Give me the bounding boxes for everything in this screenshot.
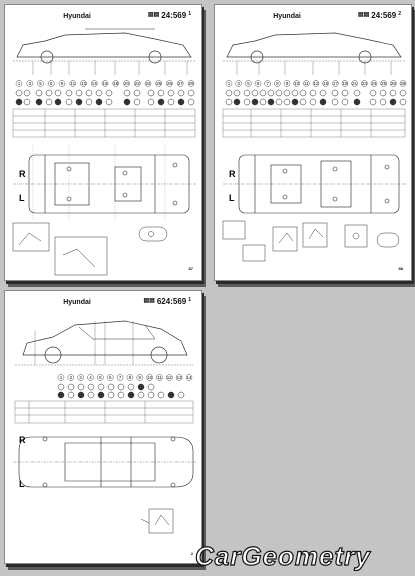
- upper-body-diagram: [5, 291, 201, 563]
- point-number: 7: [118, 375, 122, 380]
- model-code-value: 24:569: [371, 11, 397, 20]
- point-number: 13: [80, 81, 87, 86]
- point-number: 18: [113, 81, 119, 86]
- point-number-row: [226, 81, 406, 87]
- point-number: 28: [400, 81, 406, 86]
- right-side-label: R: [19, 169, 26, 179]
- point-number: 17: [332, 81, 338, 86]
- cargeometry-logo: [190, 541, 407, 571]
- point-number: 3: [237, 81, 240, 86]
- dimension-table: [13, 109, 195, 137]
- point-number: 23: [361, 81, 367, 86]
- point-number: 14: [91, 81, 97, 86]
- brand-label: Hyundai: [63, 13, 91, 20]
- point-number: 13: [176, 375, 182, 380]
- upper-body-sheet: [4, 290, 202, 564]
- point-number: 8: [128, 375, 132, 380]
- point-number: 9: [60, 81, 64, 86]
- point-number: 12: [166, 375, 172, 380]
- point-number: 20: [123, 81, 130, 86]
- point-number: 24: [371, 81, 377, 86]
- point-number-row: [16, 81, 194, 87]
- point-number: 19: [342, 81, 348, 86]
- detail-views: [13, 223, 167, 275]
- car-icon: ▤▤: [143, 298, 155, 304]
- point-number: 2: [69, 375, 73, 380]
- point-number: 1: [59, 375, 63, 380]
- model-code-sheet-number: 2: [398, 11, 401, 17]
- point-number: 1: [227, 81, 231, 86]
- model-code-sheet-number: 1: [188, 297, 191, 303]
- car-icon: ▤▤: [147, 12, 160, 18]
- point-number: 14: [186, 375, 192, 380]
- underbody-sheet-2: [214, 4, 412, 281]
- point-number: 9: [285, 81, 289, 86]
- page-number: 2: [190, 551, 193, 556]
- point-number: 10: [147, 375, 153, 380]
- detail-views: [223, 221, 399, 261]
- underbody-sheet-1: [4, 4, 202, 281]
- fastener-symbols: [226, 90, 406, 105]
- underbody-diagram: [5, 5, 201, 280]
- point-number: 4: [89, 375, 92, 380]
- point-number: 8: [276, 81, 279, 86]
- model-code-sheet-number: 1: [188, 11, 191, 17]
- point-number-row: [58, 375, 192, 381]
- model-code-value: 24:569: [161, 11, 187, 20]
- point-number: 7: [266, 81, 269, 86]
- right-side-label: R: [19, 435, 26, 445]
- point-number: 27: [177, 81, 183, 86]
- point-number: 15: [323, 81, 329, 86]
- dimension-table: [15, 401, 193, 423]
- left-side-label: L: [19, 479, 25, 489]
- car-icon: ▤▤: [357, 12, 370, 18]
- point-number: 21: [352, 81, 358, 86]
- point-number: 1: [17, 81, 21, 86]
- brand-label: Hyundai: [63, 299, 91, 306]
- point-number: 9: [138, 375, 142, 380]
- point-number: 11: [70, 81, 76, 86]
- point-number: 10: [294, 81, 300, 86]
- detail-views: [141, 509, 173, 533]
- point-number: 5: [247, 81, 250, 86]
- fastener-symbols: [16, 90, 194, 105]
- point-number: 3: [28, 81, 32, 86]
- point-number: 6: [49, 81, 53, 86]
- left-side-label: L: [229, 193, 235, 203]
- point-number: 6: [108, 375, 112, 380]
- point-number: 22: [134, 81, 140, 86]
- underbody-diagram: [215, 5, 411, 280]
- point-number: 11: [157, 375, 162, 380]
- point-number: 3: [79, 375, 82, 380]
- point-number: 12: [313, 81, 319, 86]
- point-number: 25: [156, 81, 162, 86]
- point-number: 29: [188, 81, 194, 86]
- logo-text: CarGeometry: [195, 541, 371, 571]
- model-code-value: 624:569: [156, 297, 187, 306]
- right-side-label: R: [229, 169, 236, 179]
- point-number: 26: [390, 81, 396, 86]
- page-number: 87: [188, 266, 193, 271]
- left-side-label: L: [19, 193, 25, 203]
- point-number: 5: [39, 81, 42, 86]
- point-number: 11: [303, 81, 309, 86]
- point-number: 26: [166, 81, 173, 86]
- fastener-symbols: [58, 384, 184, 398]
- point-number: 25: [381, 81, 387, 86]
- point-number: 6: [256, 81, 260, 86]
- dimension-table: [223, 109, 405, 137]
- point-number: 5: [99, 375, 102, 380]
- point-number: 24: [145, 81, 151, 86]
- page-number: 88: [398, 266, 403, 271]
- brand-label: Hyundai: [273, 13, 301, 20]
- point-number: 16: [102, 81, 108, 86]
